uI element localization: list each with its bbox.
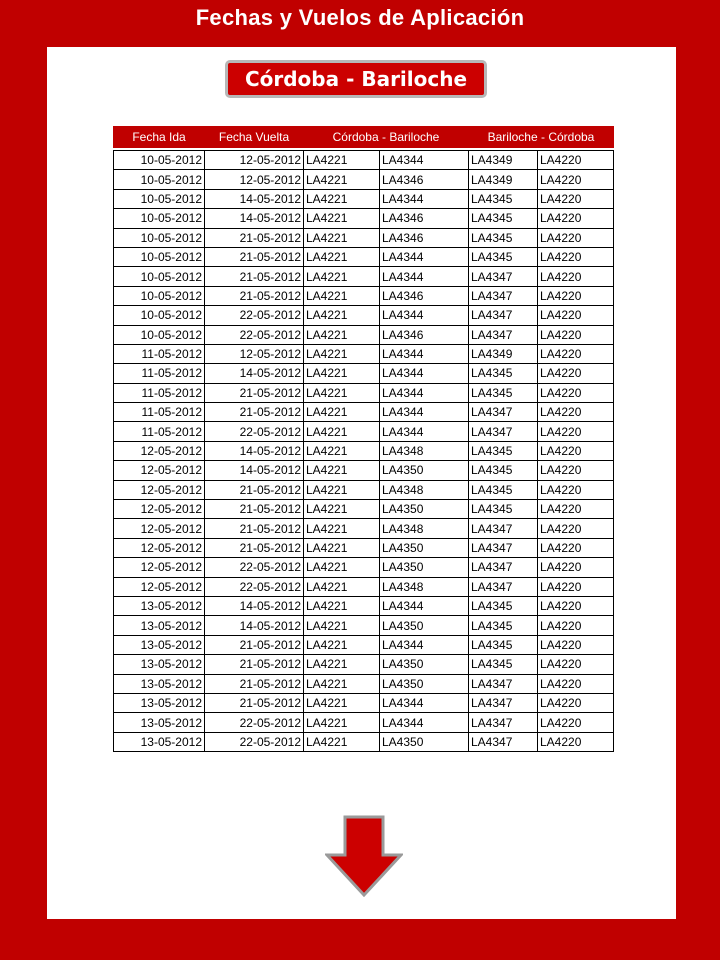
cell-vuelo-vuelta-1: LA4347 [469, 577, 538, 596]
cell-fecha-ida: 10-05-2012 [114, 325, 205, 344]
cell-vuelo-ida-1: LA4221 [304, 383, 380, 402]
cell-vuelo-ida-1: LA4221 [304, 344, 380, 363]
cell-fecha-vuelta: 14-05-2012 [205, 596, 304, 615]
cell-vuelo-ida-2: LA4344 [380, 189, 469, 208]
cell-fecha-vuelta: 14-05-2012 [205, 209, 304, 228]
cell-vuelo-vuelta-2: LA4220 [538, 596, 614, 615]
cell-vuelo-ida-1: LA4221 [304, 674, 380, 693]
cell-vuelo-ida-2: LA4344 [380, 344, 469, 363]
table-row [114, 189, 614, 208]
cell-vuelo-vuelta-2: LA4220 [538, 616, 614, 635]
cell-vuelo-ida-2: LA4344 [380, 383, 469, 402]
cell-vuelo-vuelta-2: LA4220 [538, 403, 614, 422]
cell-fecha-vuelta: 14-05-2012 [205, 616, 304, 635]
cell-fecha-ida: 12-05-2012 [114, 441, 205, 460]
cell-vuelo-vuelta-1: LA4347 [469, 519, 538, 538]
cell-vuelo-vuelta-1: LA4345 [469, 500, 538, 519]
table-row [114, 577, 614, 596]
table-row [114, 344, 614, 363]
cell-vuelo-ida-2: LA4344 [380, 693, 469, 712]
cell-vuelo-ida-1: LA4221 [304, 247, 380, 266]
cell-vuelo-ida-2: LA4344 [380, 635, 469, 654]
table-row [114, 403, 614, 422]
cell-vuelo-ida-1: LA4221 [304, 461, 380, 480]
cell-fecha-vuelta: 21-05-2012 [205, 674, 304, 693]
cell-fecha-ida: 13-05-2012 [114, 693, 205, 712]
flights-table [113, 126, 614, 752]
cell-vuelo-vuelta-2: LA4220 [538, 344, 614, 363]
cell-vuelo-vuelta-2: LA4220 [538, 558, 614, 577]
cell-fecha-vuelta: 21-05-2012 [205, 286, 304, 305]
cell-vuelo-ida-2: LA4348 [380, 577, 469, 596]
cell-vuelo-ida-1: LA4221 [304, 577, 380, 596]
cell-vuelo-ida-2: LA4344 [380, 247, 469, 266]
cell-vuelo-ida-1: LA4221 [304, 189, 380, 208]
table-row [114, 306, 614, 325]
cell-vuelo-vuelta-1: LA4347 [469, 713, 538, 732]
cell-vuelo-vuelta-1: LA4347 [469, 674, 538, 693]
cell-vuelo-vuelta-1: LA4345 [469, 383, 538, 402]
cell-vuelo-vuelta-1: LA4347 [469, 422, 538, 441]
cell-vuelo-vuelta-1: LA4347 [469, 267, 538, 286]
table-row [114, 364, 614, 383]
cell-fecha-vuelta: 14-05-2012 [205, 364, 304, 383]
cell-fecha-ida: 12-05-2012 [114, 461, 205, 480]
cell-fecha-vuelta: 22-05-2012 [205, 306, 304, 325]
cell-vuelo-vuelta-2: LA4220 [538, 635, 614, 654]
cell-fecha-vuelta: 12-05-2012 [205, 344, 304, 363]
cell-vuelo-ida-2: LA4346 [380, 170, 469, 189]
cell-fecha-ida: 10-05-2012 [114, 189, 205, 208]
cell-vuelo-ida-1: LA4221 [304, 209, 380, 228]
cell-vuelo-vuelta-2: LA4220 [538, 247, 614, 266]
cell-vuelo-ida-1: LA4221 [304, 364, 380, 383]
cell-vuelo-vuelta-1: LA4347 [469, 286, 538, 305]
cell-fecha-vuelta: 21-05-2012 [205, 519, 304, 538]
cell-fecha-ida: 13-05-2012 [114, 674, 205, 693]
cell-vuelo-ida-2: LA4346 [380, 325, 469, 344]
header-fecha-ida: Fecha Ida [114, 127, 205, 148]
cell-vuelo-vuelta-2: LA4220 [538, 732, 614, 751]
cell-vuelo-ida-2: LA4344 [380, 151, 469, 170]
cell-vuelo-ida-2: LA4344 [380, 267, 469, 286]
cell-vuelo-ida-1: LA4221 [304, 693, 380, 712]
header-cordoba-bariloche: Córdoba - Bariloche [304, 127, 469, 148]
cell-vuelo-ida-1: LA4221 [304, 655, 380, 674]
cell-vuelo-vuelta-2: LA4220 [538, 655, 614, 674]
table-row [114, 713, 614, 732]
cell-vuelo-vuelta-2: LA4220 [538, 538, 614, 557]
cell-vuelo-vuelta-1: LA4347 [469, 306, 538, 325]
cell-fecha-ida: 13-05-2012 [114, 713, 205, 732]
cell-vuelo-vuelta-1: LA4347 [469, 538, 538, 557]
cell-fecha-vuelta: 21-05-2012 [205, 500, 304, 519]
cell-fecha-ida: 12-05-2012 [114, 538, 205, 557]
cell-vuelo-ida-2: LA4346 [380, 209, 469, 228]
cell-fecha-ida: 13-05-2012 [114, 655, 205, 674]
cell-vuelo-vuelta-1: LA4345 [469, 209, 538, 228]
cell-fecha-ida: 10-05-2012 [114, 306, 205, 325]
cell-fecha-ida: 10-05-2012 [114, 286, 205, 305]
table-row [114, 247, 614, 266]
cell-vuelo-vuelta-2: LA4220 [538, 306, 614, 325]
cell-vuelo-ida-1: LA4221 [304, 480, 380, 499]
cell-fecha-vuelta: 21-05-2012 [205, 655, 304, 674]
cell-fecha-ida: 12-05-2012 [114, 500, 205, 519]
table-row [114, 596, 614, 615]
cell-vuelo-vuelta-1: LA4347 [469, 325, 538, 344]
table-row [114, 267, 614, 286]
cell-vuelo-ida-2: LA4344 [380, 306, 469, 325]
cell-fecha-ida: 11-05-2012 [114, 403, 205, 422]
cell-fecha-ida: 12-05-2012 [114, 558, 205, 577]
cell-fecha-ida: 11-05-2012 [114, 422, 205, 441]
cell-vuelo-ida-1: LA4221 [304, 267, 380, 286]
cell-vuelo-ida-2: LA4350 [380, 538, 469, 557]
cell-fecha-vuelta: 14-05-2012 [205, 189, 304, 208]
down-arrow-icon[interactable] [325, 815, 403, 897]
cell-vuelo-ida-2: LA4346 [380, 286, 469, 305]
cell-fecha-ida: 12-05-2012 [114, 480, 205, 499]
cell-vuelo-ida-2: LA4348 [380, 441, 469, 460]
table-row [114, 461, 614, 480]
cell-vuelo-ida-2: LA4350 [380, 558, 469, 577]
cell-vuelo-ida-1: LA4221 [304, 170, 380, 189]
cell-vuelo-vuelta-2: LA4220 [538, 461, 614, 480]
cell-fecha-ida: 10-05-2012 [114, 267, 205, 286]
cell-vuelo-vuelta-2: LA4220 [538, 674, 614, 693]
cell-fecha-ida: 12-05-2012 [114, 577, 205, 596]
cell-fecha-ida: 10-05-2012 [114, 247, 205, 266]
cell-vuelo-ida-2: LA4350 [380, 500, 469, 519]
table-row [114, 209, 614, 228]
cell-fecha-vuelta: 21-05-2012 [205, 538, 304, 557]
table-row [114, 616, 614, 635]
cell-fecha-vuelta: 21-05-2012 [205, 693, 304, 712]
cell-vuelo-ida-1: LA4221 [304, 635, 380, 654]
cell-vuelo-vuelta-1: LA4345 [469, 616, 538, 635]
cell-vuelo-ida-2: LA4350 [380, 732, 469, 751]
cell-fecha-vuelta: 21-05-2012 [205, 383, 304, 402]
cell-vuelo-ida-2: LA4348 [380, 519, 469, 538]
cell-vuelo-vuelta-1: LA4345 [469, 189, 538, 208]
table-row [114, 655, 614, 674]
cell-vuelo-ida-2: LA4350 [380, 461, 469, 480]
cell-vuelo-vuelta-2: LA4220 [538, 422, 614, 441]
cell-vuelo-vuelta-1: LA4345 [469, 461, 538, 480]
cell-vuelo-vuelta-2: LA4220 [538, 364, 614, 383]
cell-vuelo-vuelta-2: LA4220 [538, 480, 614, 499]
table-row [114, 325, 614, 344]
table-row [114, 558, 614, 577]
cell-vuelo-vuelta-2: LA4220 [538, 209, 614, 228]
cell-vuelo-ida-2: LA4344 [380, 364, 469, 383]
cell-vuelo-vuelta-2: LA4220 [538, 189, 614, 208]
table-row [114, 151, 614, 170]
cell-vuelo-ida-2: LA4344 [380, 713, 469, 732]
cell-fecha-ida: 11-05-2012 [114, 344, 205, 363]
cell-vuelo-vuelta-1: LA4349 [469, 170, 538, 189]
cell-vuelo-ida-1: LA4221 [304, 713, 380, 732]
cell-fecha-vuelta: 21-05-2012 [205, 228, 304, 247]
table-row [114, 674, 614, 693]
cell-vuelo-vuelta-2: LA4220 [538, 286, 614, 305]
cell-fecha-vuelta: 12-05-2012 [205, 151, 304, 170]
table-row [114, 732, 614, 751]
table-row [114, 422, 614, 441]
cell-vuelo-ida-2: LA4346 [380, 228, 469, 247]
cell-fecha-vuelta: 21-05-2012 [205, 480, 304, 499]
cell-vuelo-ida-1: LA4221 [304, 422, 380, 441]
table-row [114, 538, 614, 557]
cell-fecha-vuelta: 14-05-2012 [205, 441, 304, 460]
cell-vuelo-ida-2: LA4350 [380, 655, 469, 674]
cell-fecha-vuelta: 21-05-2012 [205, 403, 304, 422]
table-row [114, 635, 614, 654]
cell-fecha-ida: 13-05-2012 [114, 596, 205, 615]
cell-vuelo-ida-1: LA4221 [304, 519, 380, 538]
cell-vuelo-ida-2: LA4344 [380, 596, 469, 615]
cell-vuelo-vuelta-1: LA4347 [469, 403, 538, 422]
cell-fecha-vuelta: 22-05-2012 [205, 713, 304, 732]
cell-vuelo-vuelta-1: LA4347 [469, 732, 538, 751]
cell-fecha-vuelta: 22-05-2012 [205, 422, 304, 441]
cell-vuelo-ida-1: LA4221 [304, 403, 380, 422]
cell-vuelo-vuelta-1: LA4345 [469, 635, 538, 654]
cell-vuelo-vuelta-2: LA4220 [538, 228, 614, 247]
page-title: Fechas y Vuelos de Aplicación [195, 5, 525, 30]
cell-vuelo-vuelta-2: LA4220 [538, 713, 614, 732]
cell-vuelo-vuelta-1: LA4347 [469, 693, 538, 712]
header-fecha-vuelta: Fecha Vuelta [205, 127, 304, 148]
cell-fecha-ida: 11-05-2012 [114, 383, 205, 402]
cell-fecha-vuelta: 21-05-2012 [205, 635, 304, 654]
cell-vuelo-vuelta-2: LA4220 [538, 383, 614, 402]
cell-vuelo-vuelta-1: LA4345 [469, 247, 538, 266]
cell-vuelo-ida-1: LA4221 [304, 228, 380, 247]
cell-vuelo-vuelta-2: LA4220 [538, 151, 614, 170]
cell-fecha-vuelta: 22-05-2012 [205, 558, 304, 577]
cell-fecha-ida: 10-05-2012 [114, 170, 205, 189]
cell-fecha-vuelta: 22-05-2012 [205, 325, 304, 344]
cell-fecha-vuelta: 22-05-2012 [205, 732, 304, 751]
cell-vuelo-ida-2: LA4350 [380, 674, 469, 693]
cell-vuelo-vuelta-2: LA4220 [538, 577, 614, 596]
cell-vuelo-ida-1: LA4221 [304, 441, 380, 460]
cell-fecha-vuelta: 22-05-2012 [205, 577, 304, 596]
cell-vuelo-ida-2: LA4344 [380, 422, 469, 441]
route-banner: Córdoba - Bariloche [225, 60, 487, 98]
cell-vuelo-vuelta-2: LA4220 [538, 325, 614, 344]
cell-fecha-vuelta: 21-05-2012 [205, 267, 304, 286]
cell-fecha-vuelta: 21-05-2012 [205, 247, 304, 266]
flights-table-body [114, 151, 614, 752]
cell-vuelo-ida-1: LA4221 [304, 151, 380, 170]
cell-vuelo-vuelta-1: LA4345 [469, 480, 538, 499]
cell-vuelo-vuelta-1: LA4345 [469, 364, 538, 383]
cell-vuelo-ida-1: LA4221 [304, 306, 380, 325]
header-bariloche-cordoba: Bariloche - Córdoba [469, 127, 614, 148]
table-row [114, 693, 614, 712]
cell-vuelo-ida-2: LA4344 [380, 403, 469, 422]
cell-vuelo-vuelta-2: LA4220 [538, 170, 614, 189]
cell-vuelo-ida-1: LA4221 [304, 732, 380, 751]
table-row [114, 228, 614, 247]
cell-vuelo-ida-1: LA4221 [304, 325, 380, 344]
cell-vuelo-ida-1: LA4221 [304, 616, 380, 635]
cell-vuelo-vuelta-1: LA4345 [469, 228, 538, 247]
cell-vuelo-vuelta-1: LA4349 [469, 344, 538, 363]
cell-fecha-ida: 13-05-2012 [114, 635, 205, 654]
cell-vuelo-vuelta-2: LA4220 [538, 500, 614, 519]
cell-vuelo-vuelta-2: LA4220 [538, 441, 614, 460]
cell-vuelo-vuelta-1: LA4349 [469, 151, 538, 170]
cell-fecha-ida: 12-05-2012 [114, 519, 205, 538]
cell-vuelo-ida-1: LA4221 [304, 286, 380, 305]
cell-fecha-ida: 10-05-2012 [114, 209, 205, 228]
cell-vuelo-vuelta-1: LA4345 [469, 655, 538, 674]
cell-vuelo-vuelta-1: LA4347 [469, 558, 538, 577]
cell-fecha-vuelta: 12-05-2012 [205, 170, 304, 189]
cell-vuelo-vuelta-2: LA4220 [538, 267, 614, 286]
table-header-row [114, 127, 614, 148]
table-row [114, 383, 614, 402]
cell-fecha-ida: 11-05-2012 [114, 364, 205, 383]
cell-vuelo-vuelta-1: LA4345 [469, 441, 538, 460]
table-row [114, 286, 614, 305]
cell-vuelo-ida-1: LA4221 [304, 596, 380, 615]
cell-fecha-vuelta: 14-05-2012 [205, 461, 304, 480]
cell-vuelo-ida-1: LA4221 [304, 558, 380, 577]
table-row [114, 480, 614, 499]
cell-fecha-ida: 10-05-2012 [114, 151, 205, 170]
table-row [114, 519, 614, 538]
cell-vuelo-ida-1: LA4221 [304, 500, 380, 519]
cell-fecha-ida: 13-05-2012 [114, 616, 205, 635]
cell-vuelo-vuelta-2: LA4220 [538, 519, 614, 538]
table-row [114, 170, 614, 189]
cell-fecha-ida: 10-05-2012 [114, 228, 205, 247]
cell-vuelo-ida-2: LA4350 [380, 616, 469, 635]
cell-vuelo-vuelta-1: LA4345 [469, 596, 538, 615]
cell-vuelo-vuelta-2: LA4220 [538, 693, 614, 712]
cell-vuelo-ida-1: LA4221 [304, 538, 380, 557]
cell-vuelo-ida-2: LA4348 [380, 480, 469, 499]
cell-fecha-ida: 13-05-2012 [114, 732, 205, 751]
table-row [114, 441, 614, 460]
table-row [114, 500, 614, 519]
